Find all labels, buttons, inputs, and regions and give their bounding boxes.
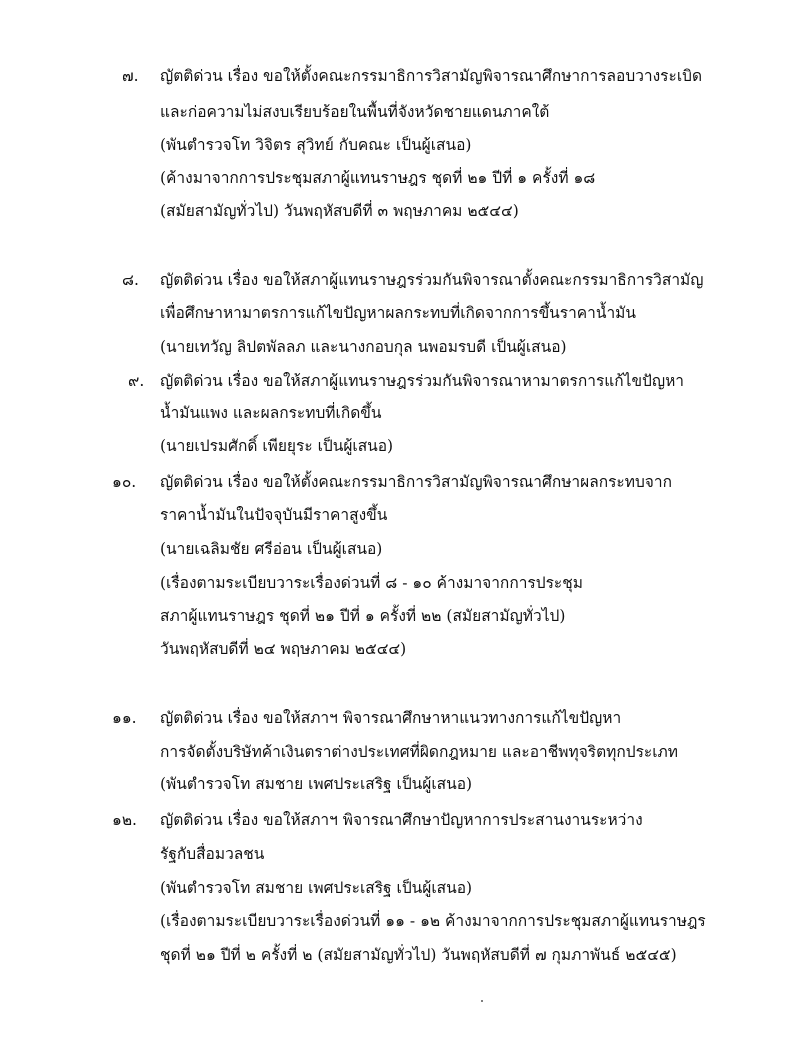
item-line: (นายเทวัญ ลิปตพัลลภ และนางกอบกุล นพอมรบดี เป็นผู้เสนอ) <box>160 338 567 356</box>
item-number: ๗. <box>122 67 139 85</box>
item-line: ชุดที่ ๒๑ ปีที่ ๒ ครั้งที่ ๒ (สมัยสามัญทั่วไป) วันพฤหัสบดีที่ ๗ กุมภาพันธ์ ๒๕๔๕) <box>160 946 677 964</box>
item-line: (พันตำรวจโท สมชาย เพศประเสริฐ เป็นผู้เสนอ) <box>160 879 473 897</box>
item-line: ญัตติด่วน เรื่อง ขอให้สภาผู้แทนราษฎรร่วมกันพิจารณาหามาตรการแก้ไขปัญหา <box>160 372 685 390</box>
item-line: รัฐกับสื่อมวลชน <box>160 845 265 863</box>
item-line: ญัตติด่วน เรื่อง ขอให้สภาผู้แทนราษฎรร่วมกันพิจารณาตั้งคณะกรรมาธิการวิสามัญ <box>160 271 704 289</box>
item-line: (นายเปรมศักดิ์ เพียยุระ เป็นผู้เสนอ) <box>160 437 394 455</box>
item-line: น้ำมันแพง และผลกระทบที่เกิดขึ้น <box>160 404 382 422</box>
item-line: ญัตติด่วน เรื่อง ขอให้ตั้งคณะกรรมาธิการวิสามัญพิจารณาศึกษาการลอบวางระเบิด <box>160 67 703 85</box>
item-line: ญัตติด่วน เรื่อง ขอให้สภาฯ พิจารณาศึกษาปัญหาการประสานงานระหว่าง <box>160 811 643 829</box>
item-number: ๑๒. <box>112 811 137 829</box>
item-number: ๑๑. <box>112 709 137 727</box>
item-line: (สมัยสามัญทั่วไป) วันพฤหัสบดีที่ ๓ พฤษภาคม ๒๕๔๔) <box>160 202 519 220</box>
item-number: ๑๐. <box>112 473 137 491</box>
item-line: และก่อความไม่สงบเรียบร้อยในพื้นที่จังหวัดชายแดนภาคใต้ <box>160 103 550 121</box>
item-line: เพื่อศึกษาหามาตรการแก้ไขปัญหาผลกระทบที่เกิดจากการขึ้นราคาน้ำมัน <box>160 304 636 322</box>
item-number: ๘. <box>122 271 139 289</box>
item-number: ๙. <box>128 372 145 390</box>
item-line: ญัตติด่วน เรื่อง ขอให้สภาฯ พิจารณาศึกษาหาแนวทางการแก้ไขปัญหา <box>160 709 622 727</box>
scan-speck <box>481 1000 483 1002</box>
item-line: (เรื่องตามระเบียบวาระเรื่องด่วนที่ ๘ - ๑๐ ค้างมาจากการประชุม <box>160 574 583 592</box>
item-line: (พันตำรวจโท สมชาย เพศประเสริฐ เป็นผู้เสนอ) <box>160 775 473 793</box>
item-line: ญัตติด่วน เรื่อง ขอให้ตั้งคณะกรรมาธิการวิสามัญพิจารณาศึกษาผลกระทบจาก <box>160 473 672 491</box>
item-line: การจัดตั้งบริษัทค้าเงินตราต่างประเทศที่ผิดกฎหมาย และอาชีพทุจริตทุกประเภท <box>160 743 678 761</box>
item-line: สภาผู้แทนราษฎร ชุดที่ ๒๑ ปีที่ ๑ ครั้งที่ ๒๒ (สมัยสามัญทั่วไป) <box>160 607 566 625</box>
item-line: วันพฤหัสบดีที่ ๒๔ พฤษภาคม ๒๕๔๔) <box>160 640 407 658</box>
item-line: (ค้างมาจากการประชุมสภาผู้แทนราษฎร ชุดที่ ๒๑ ปีที่ ๑ ครั้งที่ ๑๘ <box>160 169 596 187</box>
item-line: ราคาน้ำมันในปัจจุบันมีราคาสูงขึ้น <box>160 506 388 524</box>
item-line: (นายเฉลิมชัย ศรีอ่อน เป็นผู้เสนอ) <box>160 540 383 558</box>
item-line: (เรื่องตามระเบียบวาระเรื่องด่วนที่ ๑๑ - ๑๒ ค้างมาจากการประชุมสภาผู้แทนราษฎร <box>160 912 706 930</box>
item-line: (พันตำรวจโท วิจิตร สุวิทย์ กับคณะ เป็นผู้เสนอ) <box>160 136 472 154</box>
